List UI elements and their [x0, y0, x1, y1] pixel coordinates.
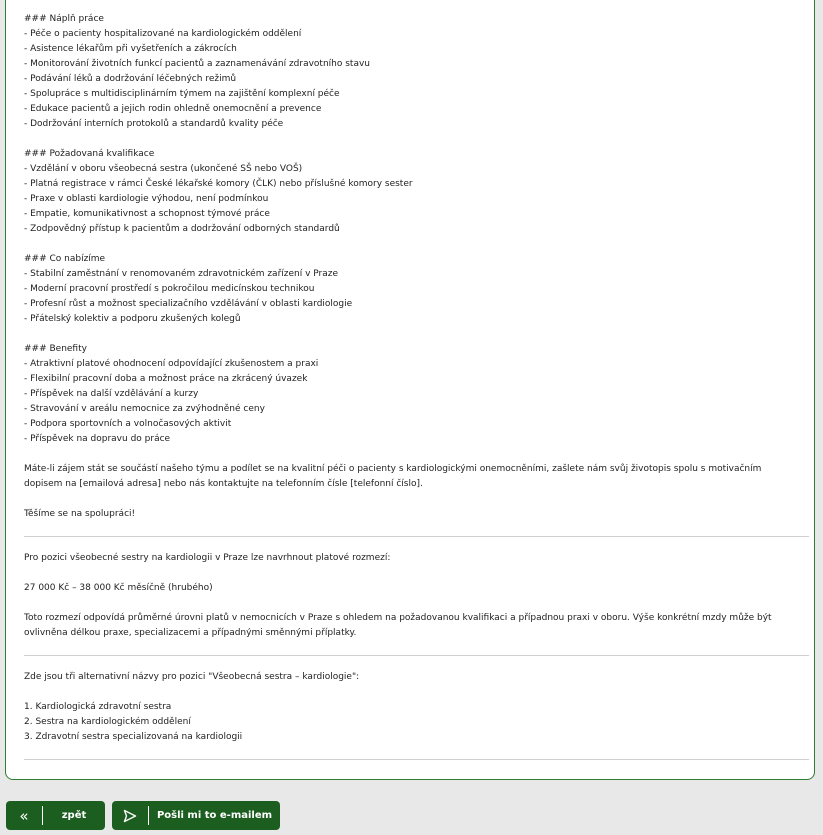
closing-greeting: Těšíme se na spolupráci! [24, 509, 136, 519]
list-item: - Dodržování interních protokolů a standardů kvality péče [24, 119, 284, 129]
divider [24, 536, 809, 537]
list-item: - Přátelský kolektiv a podporu zkušených kolegů [24, 314, 241, 324]
send-email-button[interactable] [112, 801, 280, 830]
list-item: 1. Kardiologická zdravotní sestra [24, 702, 172, 712]
list-item: - Podpora sportovních a volnočasových aktivit [24, 419, 232, 429]
salary-intro: Pro pozici všeobecné sestry na kardiologii v Praze lze navrhnout platové rozmezí: [24, 553, 391, 563]
divider [24, 759, 809, 760]
list-item: - Flexibilní pracovní doba a možnost práce na zkrácený úvazek [24, 374, 308, 384]
divider [24, 655, 809, 656]
salary-note: Toto rozmezí odpovídá průměrné úrovni platů v nemocnicích v Praze s ohledem na požadovanou kvalifikaci a případnou praxi v oboru. Výše konkrétní mzdy může být ovlivněna délkou praxe, specializacemi a případnými směnnými příplatky. [24, 613, 772, 638]
list-item: - Empatie, komunikativnost a schopnost týmové práce [24, 209, 270, 219]
send-email-button-label: Pošli mi to e-mailem [156, 810, 273, 821]
list-item: - Podávání léků a dodržování léčebných režimů [24, 74, 237, 84]
section-offer [24, 252, 808, 327]
list-item: - Profesní růst a možnost specializačního vzdělávání v oblasti kardiologie [24, 299, 353, 309]
content-card [5, 0, 815, 780]
list-item: 2. Sestra na kardiologickém oddělení [24, 717, 191, 727]
salary-range: 27 000 Kč – 38 000 Kč měsíčně (hrubého) [24, 583, 213, 593]
double-chevron-left-icon: « [19, 806, 29, 825]
section-heading: ### Co nabízíme [24, 254, 106, 264]
section-heading: ### Požadovaná kvalifikace [24, 149, 155, 159]
list-item: - Moderní pracovní prostředí s pokročilou medicínskou technikou [24, 284, 315, 294]
list-item: - Atraktivní platové ohodnocení odpovídající zkušenostem a praxi [24, 359, 319, 369]
closing-paragraph: Máte-li zájem stát se součástí našeho týmu a podílet se na kvalitní péči o pacienty s kardiologickými onemocněními, zašlete nám svůj životopis spolu s motivačním dopisem na [emailová adresa] nebo nás kontaktujte na telefonním čísle [telefonní číslo]. [24, 464, 762, 489]
alternatives-intro: Zde jsou tři alternativní názvy pro pozici "Všeobecná sestra – kardiologie": [24, 672, 360, 682]
section-job-duties [24, 12, 808, 132]
list-item: - Asistence lékařům při vyšetřeních a zákrocích [24, 44, 237, 54]
list-item: - Spolupráce s multidisciplinárním týmem na zajištění komplexní péče [24, 89, 340, 99]
list-item: - Péče o pacienty hospitalizované na kardiologickém oddělení [24, 29, 302, 39]
section-heading: ### Náplň práce [24, 14, 104, 24]
list-item: - Zodpovědný přístup k pacientům a dodržování odborných standardů [24, 224, 340, 234]
list-item: - Příspěvek na dopravu do práce [24, 434, 171, 444]
list-item: - Vzdělání v oboru všeobecná sestra (ukončené SŠ nebo VOŠ) [24, 164, 303, 174]
send-icon [112, 801, 148, 830]
list-item: - Monitorování životních funkcí pacientů a zaznamenávání zdravotního stavu [24, 59, 370, 69]
list-item: - Praxe v oblasti kardiologie výhodou, není podmínkou [24, 194, 269, 204]
list-item: - Stabilní zaměstnání v renomovaném zdravotnickém zařízení v Praze [24, 269, 339, 279]
list-item: 3. Zdravotní sestra specializovaná na kardiologii [24, 732, 243, 742]
list-item: - Příspěvek na další vzdělávání a kurzy [24, 389, 199, 399]
back-button-label: zpět [61, 810, 87, 821]
back-button[interactable] [6, 801, 105, 830]
section-benefits [24, 342, 808, 447]
job-description [24, 12, 808, 774]
list-item: - Platná registrace v rámci České lékařské komory (ČLK) nebo příslušné komory sester [24, 179, 413, 189]
list-item: - Edukace pacientů a jejich rodin ohledně onemocnění a prevence [24, 104, 322, 114]
section-qualifications [24, 147, 808, 237]
list-item: - Stravování v areálu nemocnice za zvýhodněné ceny [24, 404, 265, 414]
section-heading: ### Benefity [24, 344, 87, 354]
